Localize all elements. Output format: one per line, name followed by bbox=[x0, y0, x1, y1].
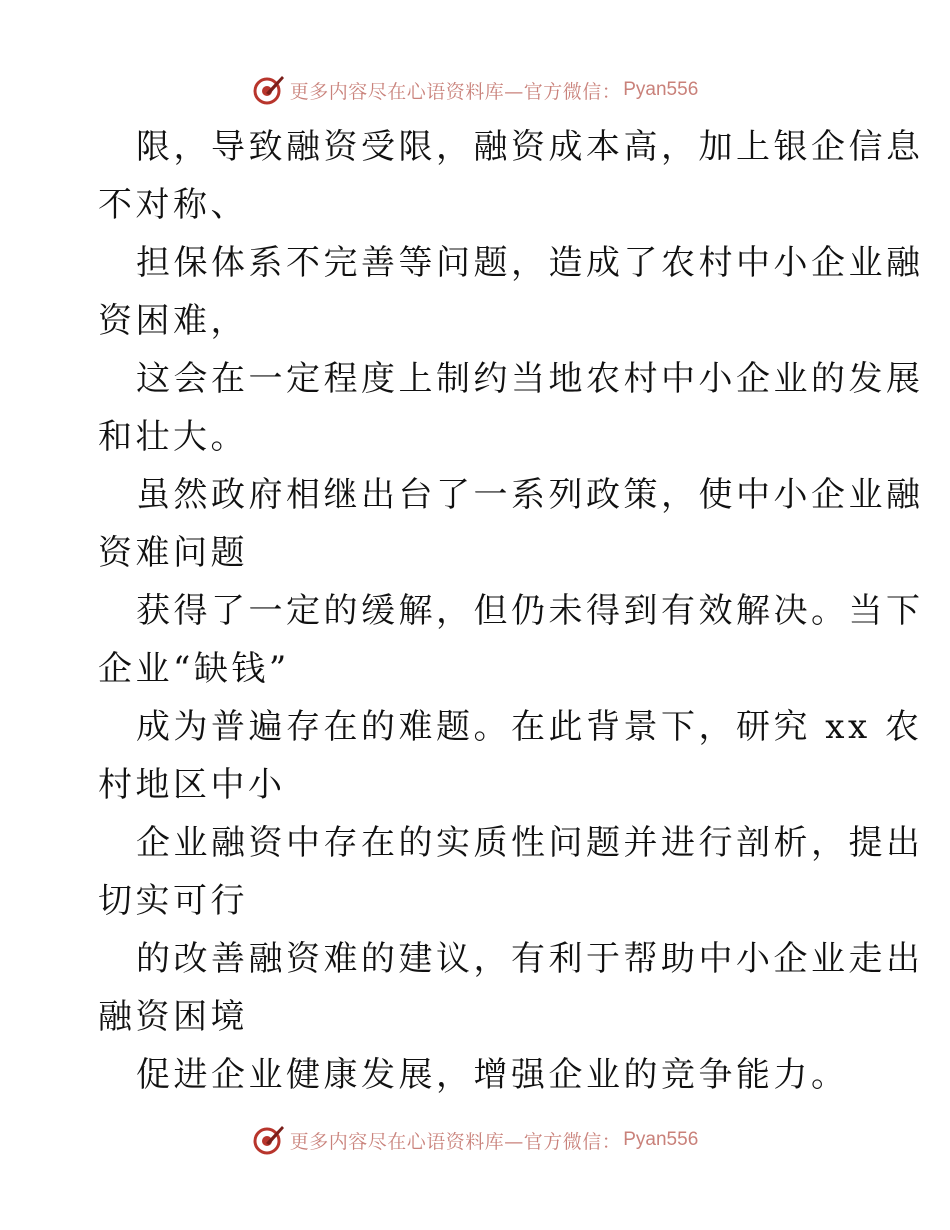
body-line: 和壮大。 bbox=[98, 417, 248, 457]
body-line: 担保体系不完善等问题，造成了农村中小企业融 bbox=[136, 243, 924, 283]
body-line: 不对称、 bbox=[98, 185, 248, 225]
watermark-wechat-id: Pyan556 bbox=[623, 1129, 699, 1150]
quill-logo-icon bbox=[252, 73, 286, 107]
body-line: 这会在一定程度上制约当地农村中小企业的发展 bbox=[136, 359, 924, 399]
body-line: 虽然政府相继出台了一系列政策，使中小企业融 bbox=[136, 475, 924, 515]
body-line: 成为普遍存在的难题。在此背景下，研究 xx 农 bbox=[136, 707, 923, 747]
body-line: 村地区中小 bbox=[98, 765, 286, 805]
watermark-wechat-id: Pyan556 bbox=[623, 79, 699, 100]
body-line: 切实可行 bbox=[98, 881, 248, 921]
body-line: 限，导致融资受限，融资成本高，加上银企信息 bbox=[136, 127, 924, 167]
body-line: 的改善融资难的建议，有利于帮助中小企业走出 bbox=[136, 939, 924, 979]
body-line: 促进企业健康发展，增强企业的竞争能力。 bbox=[136, 1055, 849, 1095]
body-line: 企业融资中存在的实质性问题并进行剖析，提出 bbox=[136, 823, 924, 863]
body-line: 资难问题 bbox=[98, 533, 248, 573]
body-line: 融资困境 bbox=[98, 997, 248, 1037]
header-watermark bbox=[0, 70, 950, 110]
document-body bbox=[98, 118, 924, 1104]
quill-logo-icon bbox=[252, 1123, 286, 1157]
footer-watermark bbox=[0, 1120, 950, 1160]
body-line: 企业“缺钱” bbox=[98, 649, 290, 689]
body-line: 获得了一定的缓解，但仍未得到有效解决。当下 bbox=[136, 591, 924, 631]
watermark-text: 更多内容尽在心语资料库—官方微信： bbox=[289, 80, 622, 103]
body-line: 资困难， bbox=[98, 301, 248, 341]
watermark-text: 更多内容尽在心语资料库—官方微信： bbox=[289, 1130, 622, 1153]
